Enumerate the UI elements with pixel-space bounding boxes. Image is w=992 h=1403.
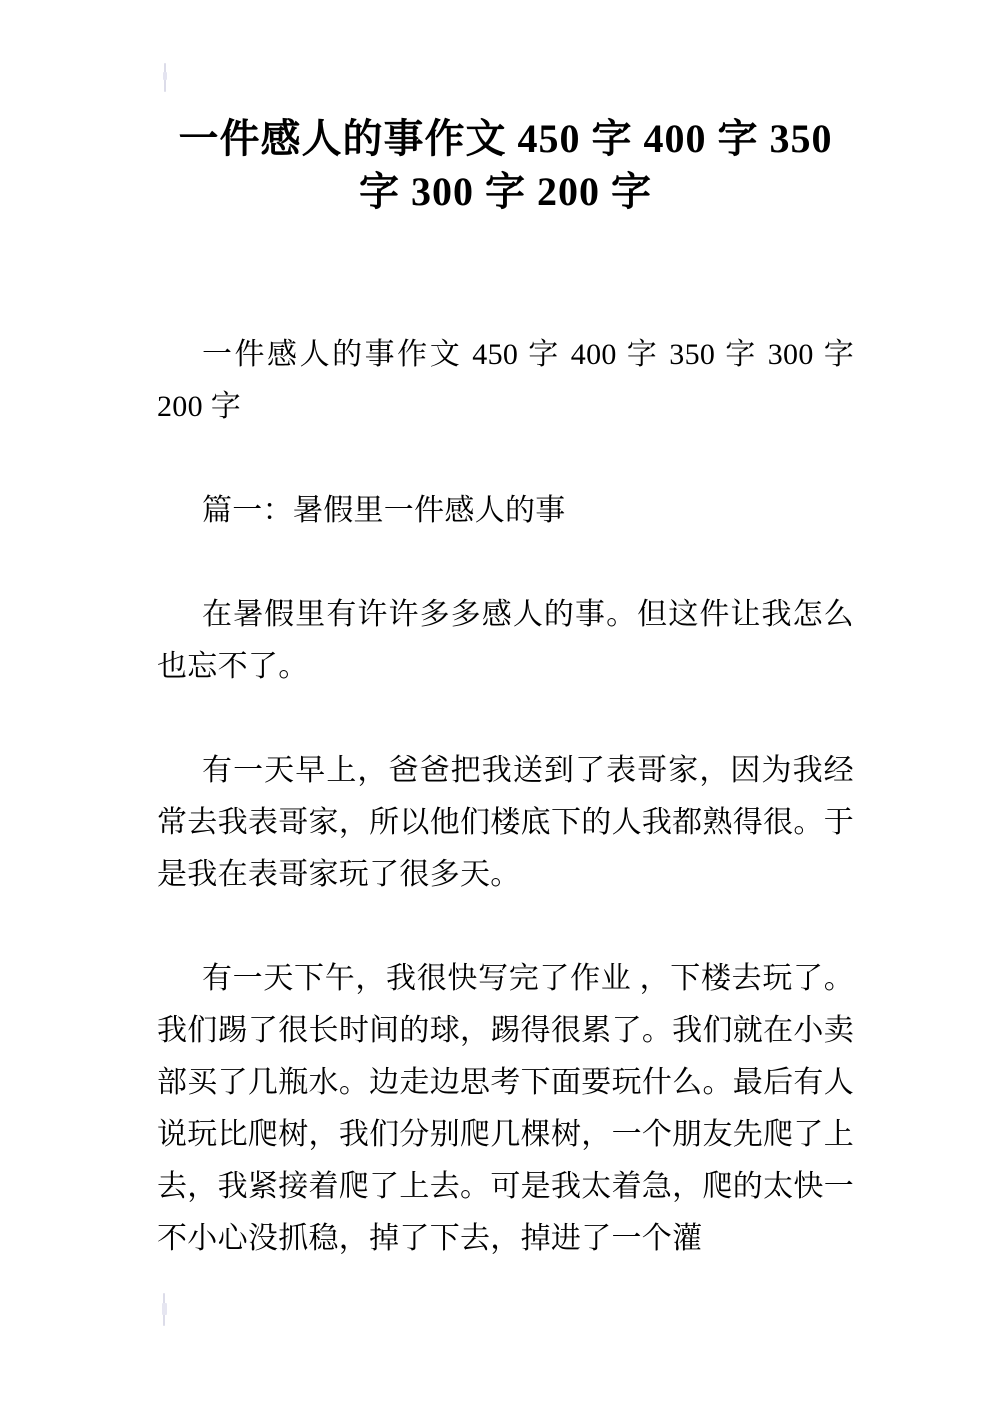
title-line-1: 一件感人的事作文 450 字 400 字 350: [178, 116, 833, 161]
document-content: [157, 0, 854, 1265]
paragraph-repeat-title: 一件感人的事作文 450 字 400 字 350 字 300 字 200 字: [157, 338, 854, 423]
paragraph-body-1: 有一天早上，爸爸把我送到了表哥家，因为我经常去我表哥家，所以他们楼底下的人我都熟得很。于是我在表哥家玩了很多天。: [157, 754, 854, 891]
paragraph-section-heading: 篇一：暑假里一件感人的事: [202, 494, 566, 527]
paragraph-intro: 在暑假里有许许多多感人的事。但这件让我怎么也忘不了。: [157, 598, 854, 683]
smudge-artifact-bottom: [163, 1293, 165, 1326]
title-line-2: 字 300 字 200 字: [359, 169, 652, 214]
document-title: [157, 0, 854, 218]
paragraph-body-2: 有一天下午，我很快写完了作业 ，下楼去玩了。我们踢了很长时间的球，踢得很累了。我们就在小卖部买了几瓶水。边走边思考下面要玩什么。最后有人说玩比爬树，我们分别爬几棵树，一个朋友先爬了上去，我紧接着爬了上去。可是我太着急，爬的太快一不小心没抓稳，掉了下去，掉进了一个灌: [157, 962, 854, 1255]
